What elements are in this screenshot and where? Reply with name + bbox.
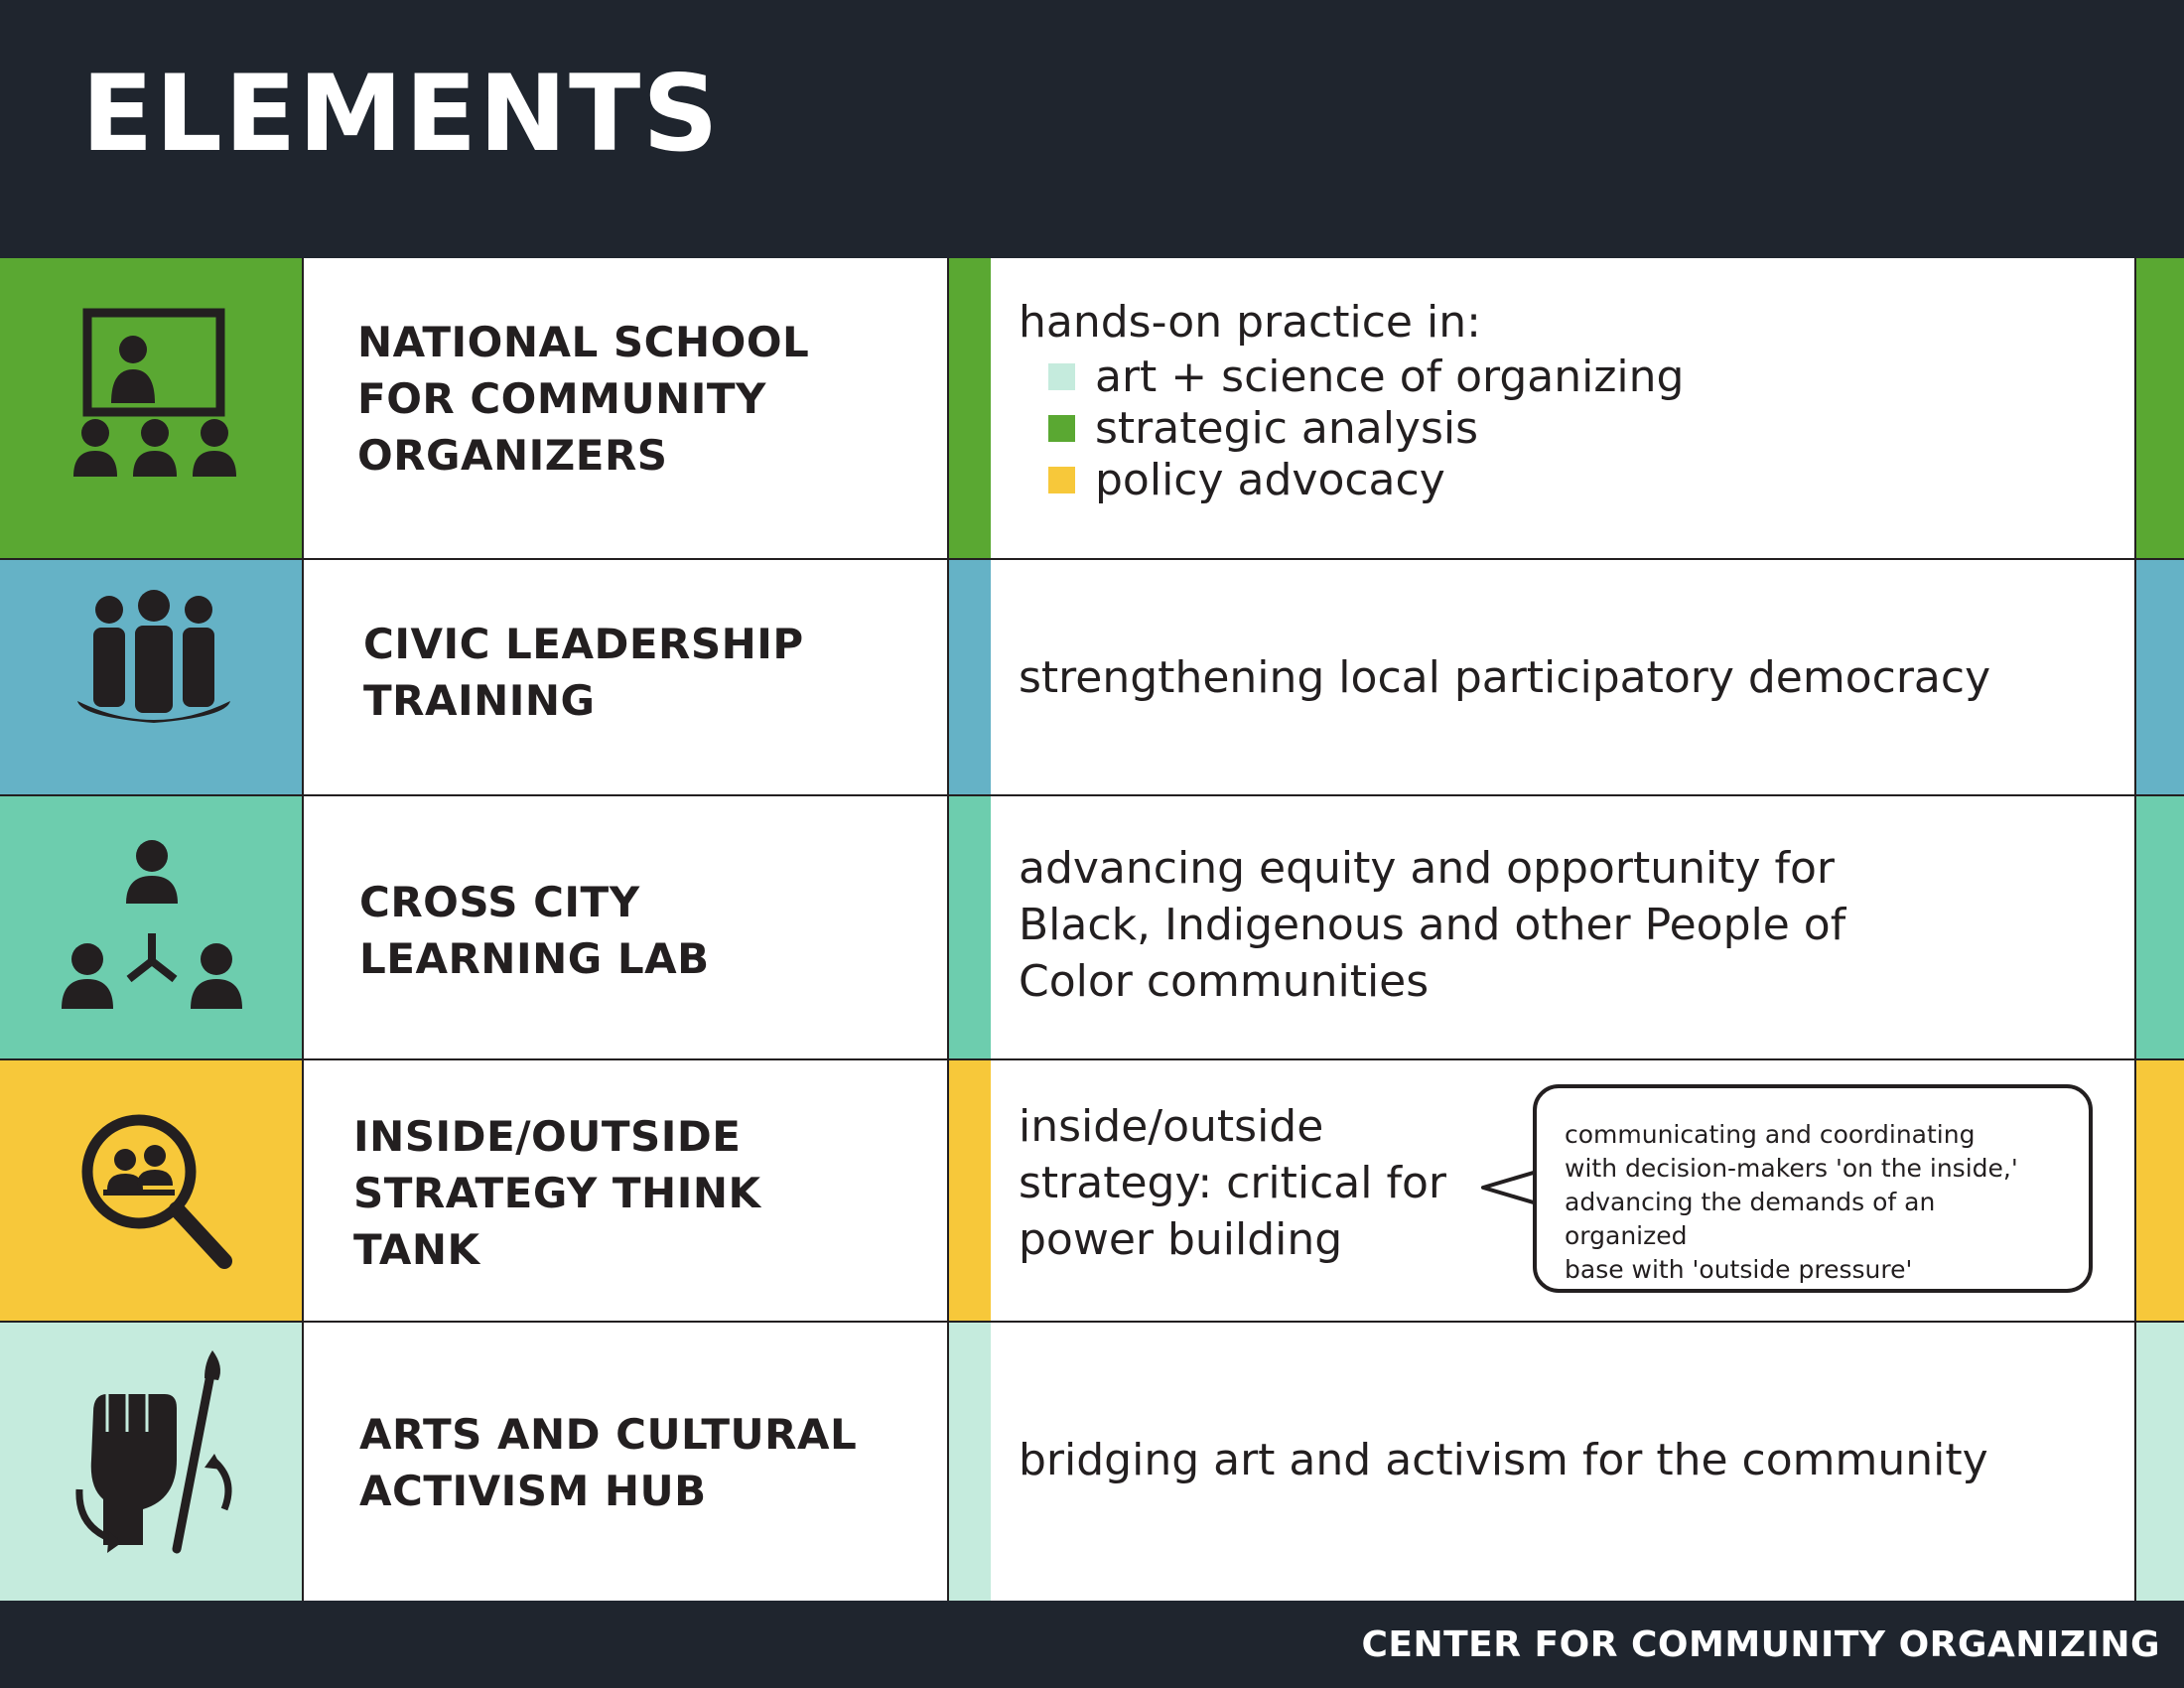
description-text: bridging art and activism for the community xyxy=(1019,1435,1988,1485)
description-text: strengthening local participatory democracy xyxy=(1019,652,1991,703)
color-bar xyxy=(2134,796,2184,1058)
row-description xyxy=(1019,294,2124,505)
elements-table xyxy=(0,258,2184,1601)
row-description xyxy=(1019,1432,2124,1488)
list-item-label: policy advocacy xyxy=(1095,454,1445,505)
footer-bar xyxy=(0,1601,2184,1688)
color-bar xyxy=(2134,560,2184,794)
row-name-cell xyxy=(304,1060,949,1321)
table-row xyxy=(0,794,2184,1058)
row-icon-cell xyxy=(0,1060,304,1321)
color-bar xyxy=(949,1060,991,1321)
row-name: ARTS AND CULTURAL ACTIVISM HUB xyxy=(359,1410,858,1515)
page-title: ELEMENTS xyxy=(81,53,721,175)
callout-bubble: communicating and coordinating with decision-makers 'on the inside,' advancing the demands of an organized base with 'outside pressure' xyxy=(1533,1084,2093,1293)
classroom-presentation-icon xyxy=(66,308,244,496)
color-bar xyxy=(949,796,991,1058)
list-item-label: art + science of organizing xyxy=(1095,351,1685,402)
table-row xyxy=(0,1321,2184,1601)
magnifier-people-icon xyxy=(77,1110,236,1279)
color-bar xyxy=(2134,258,2184,558)
color-bar xyxy=(2134,1060,2184,1321)
color-bar xyxy=(2134,1323,2184,1601)
row-description xyxy=(1019,649,2124,706)
row-description xyxy=(1019,1098,1485,1268)
description-text: inside/outside strategy: critical for power building xyxy=(1019,1101,1446,1265)
row-name-cell xyxy=(304,1323,949,1601)
row-name: CROSS CITY LEARNING LAB xyxy=(359,878,710,983)
row-name-cell xyxy=(304,560,949,794)
color-bar xyxy=(949,560,991,794)
row-name: NATIONAL SCHOOL FOR COMMUNITY ORGANIZERS xyxy=(357,318,810,480)
group-leadership-icon xyxy=(69,590,238,749)
list-item-label: strategic analysis xyxy=(1095,402,1479,454)
color-bar xyxy=(949,258,991,558)
color-bar xyxy=(949,1323,991,1601)
list-item xyxy=(1019,351,2124,402)
fist-paintbrush-icon xyxy=(73,1350,242,1559)
table-row xyxy=(0,1058,2184,1321)
swatch-mint xyxy=(1048,363,1075,390)
swatch-yellow xyxy=(1048,467,1075,493)
header-bar xyxy=(0,0,2184,258)
swatch-green xyxy=(1048,415,1075,442)
row-name: CIVIC LEADERSHIP TRAINING xyxy=(363,620,804,725)
list-item xyxy=(1019,402,2124,454)
row-icon-cell xyxy=(0,258,304,558)
row-icon-cell xyxy=(0,1323,304,1601)
table-row xyxy=(0,258,2184,558)
row-name-cell xyxy=(304,796,949,1058)
row-name-cell xyxy=(304,258,949,558)
footer-org-name: CENTER FOR COMMUNITY ORGANIZING xyxy=(1361,1624,2160,1665)
description-text: advancing equity and opportunity for Black, Indigenous and other People of Color communities xyxy=(1019,843,1846,1007)
row-icon-cell xyxy=(0,796,304,1058)
network-people-icon xyxy=(58,838,246,1017)
description-intro: hands-on practice in: xyxy=(1019,297,1481,348)
callout-tail xyxy=(1479,1168,1539,1207)
row-name: INSIDE/OUTSIDE STRATEGY THINK TANK xyxy=(353,1112,761,1274)
table-row xyxy=(0,558,2184,794)
list-item xyxy=(1019,454,2124,505)
row-icon-cell xyxy=(0,560,304,794)
row-description xyxy=(1019,840,1952,1010)
